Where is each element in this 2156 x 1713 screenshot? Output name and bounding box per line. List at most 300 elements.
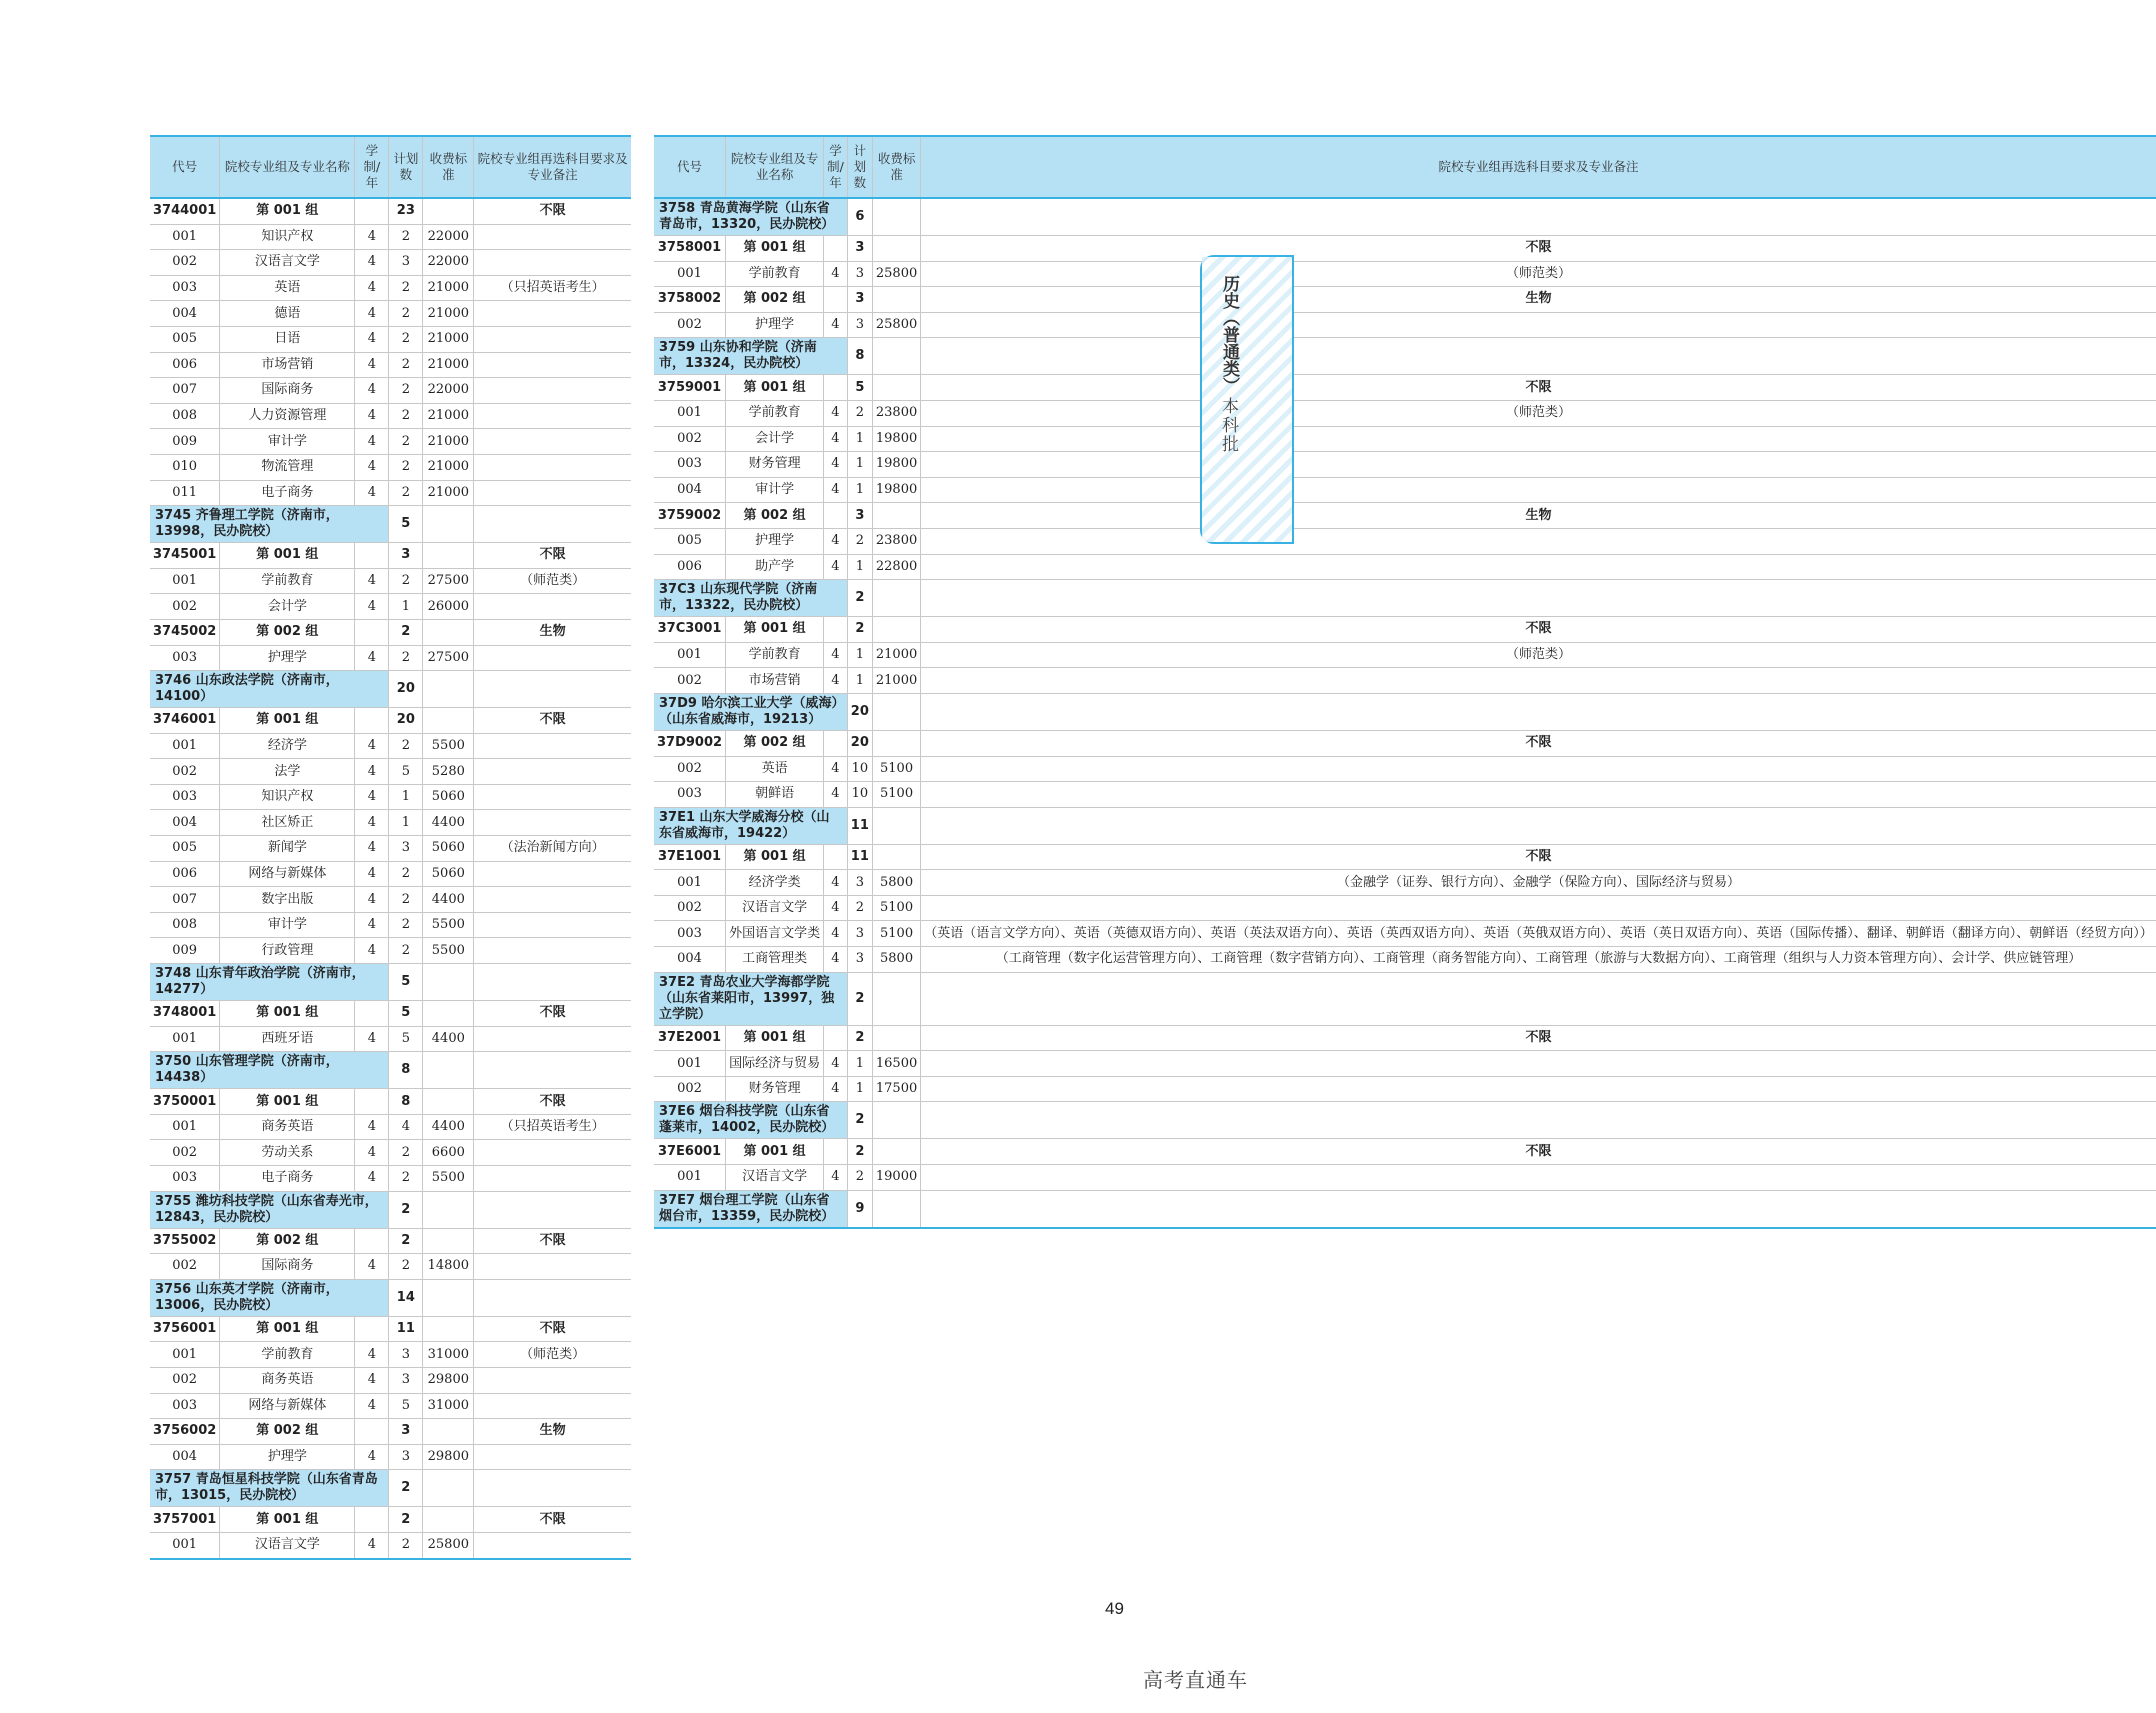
group-row — [654, 617, 2156, 643]
group-code: 3748001 — [150, 1001, 220, 1027]
major-years: 4 — [355, 454, 389, 480]
school-plan: 14 — [389, 1279, 423, 1316]
major-note — [474, 1166, 631, 1192]
major-years: 4 — [355, 861, 389, 887]
major-note — [474, 454, 631, 480]
group-fee — [872, 236, 920, 262]
major-code: 003 — [654, 782, 726, 808]
major-name: 德语 — [220, 301, 355, 327]
group-plan: 5 — [847, 375, 872, 401]
group-fee — [872, 617, 920, 643]
major-plan: 1 — [847, 426, 872, 452]
header-plan: 计划数 — [847, 136, 872, 198]
major-years: 4 — [824, 1051, 848, 1077]
group-years — [355, 1419, 389, 1445]
major-row — [654, 1076, 2156, 1102]
school-note — [921, 807, 2156, 844]
group-subject-requirement: 不限 — [921, 1139, 2156, 1165]
major-years: 4 — [355, 810, 389, 836]
school-plan: 20 — [389, 671, 423, 708]
school-row — [150, 964, 631, 1001]
group-subject-requirement: 不限 — [474, 198, 631, 224]
major-fee: 27500 — [423, 645, 474, 671]
major-note — [474, 1393, 631, 1419]
major-row — [150, 887, 631, 913]
major-fee: 25800 — [872, 312, 920, 338]
major-years: 4 — [355, 275, 389, 301]
school-row — [150, 1279, 631, 1316]
school-name: 3759 山东协和学院（济南市，13324，民办院校） — [654, 338, 847, 375]
major-code: 002 — [150, 594, 220, 620]
major-fee: 5280 — [423, 759, 474, 785]
major-name: 知识产权 — [220, 224, 355, 250]
group-fee — [872, 287, 920, 313]
group-row — [150, 1316, 631, 1342]
major-fee: 5500 — [423, 1166, 474, 1192]
school-plan: 6 — [847, 198, 872, 236]
major-row — [654, 477, 2156, 503]
major-row — [654, 528, 2156, 554]
major-years: 4 — [355, 378, 389, 404]
major-years: 4 — [355, 429, 389, 455]
group-years — [355, 543, 389, 569]
major-name: 西班牙语 — [220, 1026, 355, 1052]
group-fee — [423, 543, 474, 569]
major-name: 汉语言文学 — [220, 1532, 355, 1558]
major-name: 劳动关系 — [220, 1140, 355, 1166]
major-fee: 21000 — [423, 326, 474, 352]
group-fee — [872, 375, 920, 401]
group-fee — [872, 844, 920, 870]
major-note — [921, 782, 2156, 808]
major-row — [150, 759, 631, 785]
side-tab-subtitle: 本科批 — [1218, 397, 1238, 454]
major-fee: 29800 — [423, 1444, 474, 1470]
major-name: 市场营销 — [726, 668, 824, 694]
major-note — [474, 352, 631, 378]
major-code: 002 — [654, 668, 726, 694]
major-plan: 3 — [847, 261, 872, 287]
group-years — [824, 1139, 848, 1165]
major-fee: 19800 — [872, 452, 920, 478]
major-note — [921, 1076, 2156, 1102]
group-name: 第 002 组 — [220, 619, 355, 645]
major-name: 财务管理 — [726, 1076, 824, 1102]
major-note — [921, 1165, 2156, 1191]
group-name: 第 002 组 — [220, 1419, 355, 1445]
major-name: 日语 — [220, 326, 355, 352]
school-fee — [423, 506, 474, 543]
group-fee — [872, 730, 920, 756]
group-name: 第 001 组 — [220, 1507, 355, 1533]
group-code: 3745002 — [150, 619, 220, 645]
group-fee — [423, 198, 474, 224]
major-fee: 22000 — [423, 378, 474, 404]
school-note — [474, 506, 631, 543]
school-plan: 8 — [389, 1052, 423, 1089]
major-name: 助产学 — [726, 554, 824, 580]
major-code: 006 — [654, 554, 726, 580]
group-row — [654, 730, 2156, 756]
major-note — [921, 554, 2156, 580]
major-years: 4 — [355, 1444, 389, 1470]
major-fee: 16500 — [872, 1051, 920, 1077]
school-plan: 2 — [847, 580, 872, 617]
major-fee: 21000 — [423, 454, 474, 480]
major-code: 003 — [150, 645, 220, 671]
school-name: 3746 山东政法学院（济南市，14100） — [150, 671, 389, 708]
school-fee — [423, 1052, 474, 1089]
major-fee: 5500 — [423, 912, 474, 938]
major-plan: 2 — [389, 912, 423, 938]
major-row — [654, 756, 2156, 782]
group-subject-requirement: 不限 — [921, 1025, 2156, 1051]
group-fee — [423, 1507, 474, 1533]
major-note — [474, 1444, 631, 1470]
major-row — [654, 452, 2156, 478]
group-code: 3756002 — [150, 1419, 220, 1445]
major-years: 4 — [355, 759, 389, 785]
major-fee: 21000 — [423, 301, 474, 327]
major-years: 4 — [824, 554, 848, 580]
school-plan: 2 — [847, 972, 872, 1025]
group-code: 37E2001 — [654, 1025, 726, 1051]
major-plan: 2 — [389, 1166, 423, 1192]
group-row — [654, 375, 2156, 401]
school-fee — [872, 198, 920, 236]
major-note: （师范类） — [921, 642, 2156, 668]
school-fee — [872, 338, 920, 375]
school-fee — [872, 807, 920, 844]
major-row — [654, 668, 2156, 694]
major-plan: 2 — [389, 403, 423, 429]
major-code: 002 — [150, 250, 220, 276]
major-note: （英语（语言文学方向）、英语（英德双语方向）、英语（英法双语方向）、英语（英西双语方向）、英语（英俄双语方向）、英语（英日双语方向）、英语（国际传播）、翻译、朝鲜语（翻译方向）、朝鲜语（经贸方向）） — [921, 921, 2156, 947]
major-note — [474, 480, 631, 506]
major-fee: 4400 — [423, 810, 474, 836]
school-row — [150, 671, 631, 708]
major-row — [150, 1532, 631, 1558]
major-name: 知识产权 — [220, 784, 355, 810]
major-name: 学前教育 — [726, 261, 824, 287]
header-note: 院校专业组再选科目要求及专业备注 — [921, 136, 2156, 198]
major-name: 新闻学 — [220, 836, 355, 862]
major-plan: 5 — [389, 759, 423, 785]
group-years — [355, 708, 389, 734]
group-subject-requirement: 不限 — [474, 708, 631, 734]
major-note — [474, 645, 631, 671]
major-name: 英语 — [220, 275, 355, 301]
major-years: 4 — [824, 870, 848, 896]
major-years: 4 — [355, 301, 389, 327]
group-fee — [423, 1316, 474, 1342]
major-row — [150, 912, 631, 938]
major-name: 护理学 — [220, 1444, 355, 1470]
major-code: 001 — [654, 870, 726, 896]
group-subject-requirement: 不限 — [474, 543, 631, 569]
major-row — [150, 1367, 631, 1393]
header-fee: 收费标准 — [423, 136, 474, 198]
major-name: 英语 — [726, 756, 824, 782]
group-plan: 20 — [389, 708, 423, 734]
header-code: 代号 — [150, 136, 220, 198]
major-years: 4 — [355, 1114, 389, 1140]
school-row — [654, 580, 2156, 617]
group-fee — [872, 1025, 920, 1051]
major-code: 005 — [150, 326, 220, 352]
group-subject-requirement: 生物 — [921, 503, 2156, 529]
major-code: 003 — [150, 784, 220, 810]
major-name: 学前教育 — [220, 568, 355, 594]
major-name: 学前教育 — [726, 642, 824, 668]
major-years: 4 — [824, 1165, 848, 1191]
major-note — [921, 756, 2156, 782]
school-note — [921, 338, 2156, 375]
major-fee: 26000 — [423, 594, 474, 620]
major-note — [474, 429, 631, 455]
group-name: 第 001 组 — [220, 708, 355, 734]
major-note — [474, 938, 631, 964]
major-plan: 2 — [389, 1140, 423, 1166]
school-name: 37D9 哈尔滨工业大学（威海）（山东省威海市，19213） — [654, 693, 847, 730]
school-note — [474, 1279, 631, 1316]
major-row — [150, 645, 631, 671]
school-name: 37E2 青岛农业大学海都学院（山东省莱阳市，13997，独立学院） — [654, 972, 847, 1025]
major-years: 4 — [824, 756, 848, 782]
major-fee: 5100 — [872, 921, 920, 947]
major-note — [921, 426, 2156, 452]
major-row — [150, 1166, 631, 1192]
major-fee: 19800 — [872, 426, 920, 452]
major-row — [150, 836, 631, 862]
group-subject-requirement: 不限 — [474, 1228, 631, 1254]
admission-table-left — [150, 135, 631, 1560]
group-plan: 2 — [389, 619, 423, 645]
group-plan: 23 — [389, 198, 423, 224]
group-plan: 2 — [389, 1228, 423, 1254]
major-code: 005 — [150, 836, 220, 862]
school-note — [921, 580, 2156, 617]
header-note: 院校专业组再选科目要求及专业备注 — [474, 136, 631, 198]
group-years — [355, 1316, 389, 1342]
group-name: 第 002 组 — [726, 730, 824, 756]
major-code: 004 — [654, 947, 726, 973]
major-note — [474, 378, 631, 404]
group-code: 3759001 — [654, 375, 726, 401]
side-tab-title: 历史（普通类） — [1219, 275, 1239, 394]
major-fee: 5100 — [872, 756, 920, 782]
major-name: 人力资源管理 — [220, 403, 355, 429]
major-plan: 2 — [389, 938, 423, 964]
major-fee: 4400 — [423, 1026, 474, 1052]
school-row — [654, 693, 2156, 730]
major-code: 001 — [150, 224, 220, 250]
major-plan: 2 — [389, 352, 423, 378]
group-row — [150, 543, 631, 569]
major-name: 学前教育 — [220, 1342, 355, 1368]
major-code: 002 — [150, 1140, 220, 1166]
group-years — [355, 1089, 389, 1115]
group-row — [654, 236, 2156, 262]
major-fee: 21000 — [872, 642, 920, 668]
major-note: （师范类） — [474, 1342, 631, 1368]
major-years: 4 — [824, 261, 848, 287]
major-years: 4 — [355, 784, 389, 810]
major-fee: 29800 — [423, 1367, 474, 1393]
major-years: 4 — [355, 645, 389, 671]
major-code: 001 — [654, 261, 726, 287]
group-subject-requirement: 不限 — [921, 730, 2156, 756]
school-fee — [872, 693, 920, 730]
major-years: 4 — [355, 326, 389, 352]
major-note: （只招英语考生） — [474, 275, 631, 301]
major-years: 4 — [355, 836, 389, 862]
group-name: 第 001 组 — [220, 543, 355, 569]
major-years: 4 — [824, 782, 848, 808]
group-subject-requirement: 不限 — [921, 236, 2156, 262]
major-note — [474, 810, 631, 836]
major-code: 010 — [150, 454, 220, 480]
major-plan: 1 — [847, 477, 872, 503]
school-note — [474, 1052, 631, 1089]
group-plan: 11 — [389, 1316, 423, 1342]
major-code: 003 — [150, 1166, 220, 1192]
major-fee: 5500 — [423, 733, 474, 759]
major-years: 4 — [824, 947, 848, 973]
major-note — [921, 528, 2156, 554]
major-plan: 2 — [389, 275, 423, 301]
major-plan: 1 — [847, 452, 872, 478]
major-code: 002 — [654, 1076, 726, 1102]
major-plan: 1 — [389, 784, 423, 810]
section-side-tab — [1200, 255, 1294, 544]
major-code: 001 — [654, 1051, 726, 1077]
major-code: 001 — [150, 1342, 220, 1368]
major-code: 003 — [654, 921, 726, 947]
major-fee: 22800 — [872, 554, 920, 580]
major-years: 4 — [355, 250, 389, 276]
group-plan: 20 — [847, 730, 872, 756]
school-row — [654, 1190, 2156, 1228]
major-code: 002 — [654, 895, 726, 921]
major-name: 工商管理类 — [726, 947, 824, 973]
major-years: 4 — [824, 477, 848, 503]
major-fee: 4400 — [423, 1114, 474, 1140]
major-plan: 2 — [847, 400, 872, 426]
major-note — [474, 1254, 631, 1280]
major-years: 4 — [824, 642, 848, 668]
group-years — [824, 844, 848, 870]
major-plan: 1 — [847, 642, 872, 668]
school-fee — [872, 1102, 920, 1139]
school-row — [654, 198, 2156, 236]
group-plan: 3 — [389, 1419, 423, 1445]
major-name: 汉语言文学 — [726, 1165, 824, 1191]
group-plan: 2 — [847, 617, 872, 643]
major-years: 4 — [355, 224, 389, 250]
group-name: 第 001 组 — [220, 1316, 355, 1342]
major-years: 4 — [824, 895, 848, 921]
group-code: 3746001 — [150, 708, 220, 734]
major-fee: 5060 — [423, 861, 474, 887]
group-name: 第 001 组 — [726, 1139, 824, 1165]
major-plan: 3 — [389, 836, 423, 862]
major-fee: 5060 — [423, 836, 474, 862]
major-plan: 10 — [847, 756, 872, 782]
major-plan: 3 — [847, 947, 872, 973]
major-code: 001 — [654, 1165, 726, 1191]
major-row — [150, 1444, 631, 1470]
major-fee: 21000 — [423, 352, 474, 378]
major-fee: 5060 — [423, 784, 474, 810]
school-note — [474, 1191, 631, 1228]
major-code: 006 — [150, 352, 220, 378]
major-name: 国际经济与贸易 — [726, 1051, 824, 1077]
major-name: 护理学 — [726, 528, 824, 554]
major-name: 社区矫正 — [220, 810, 355, 836]
major-row — [654, 642, 2156, 668]
major-row — [150, 1342, 631, 1368]
header-plan: 计划数 — [389, 136, 423, 198]
major-note — [921, 668, 2156, 694]
major-code: 002 — [654, 426, 726, 452]
major-name: 护理学 — [220, 645, 355, 671]
major-name: 汉语言文学 — [726, 895, 824, 921]
major-name: 财务管理 — [726, 452, 824, 478]
major-note: （工商管理（数字化运营管理方向）、工商管理（数字营销方向）、工商管理（商务智能方向）、工商管理（旅游与大数据方向）、工商管理（组织与人力资本管理方向）、会计学、供应链管理） — [921, 947, 2156, 973]
major-note — [474, 1367, 631, 1393]
major-code: 009 — [150, 938, 220, 964]
major-note — [474, 1140, 631, 1166]
group-row — [654, 503, 2156, 529]
group-plan: 2 — [847, 1139, 872, 1165]
major-fee: 17500 — [872, 1076, 920, 1102]
major-years: 4 — [355, 1140, 389, 1166]
group-code: 3758002 — [654, 287, 726, 313]
group-plan: 2 — [847, 1025, 872, 1051]
major-years: 4 — [355, 1393, 389, 1419]
major-plan: 2 — [389, 1532, 423, 1558]
major-code: 004 — [654, 477, 726, 503]
school-plan: 20 — [847, 693, 872, 730]
major-years: 4 — [824, 921, 848, 947]
major-plan: 3 — [389, 1367, 423, 1393]
major-plan: 1 — [847, 1076, 872, 1102]
header-name: 院校专业组及专业名称 — [220, 136, 355, 198]
major-fee: 23800 — [872, 400, 920, 426]
major-note — [921, 312, 2156, 338]
major-row — [654, 947, 2156, 973]
school-name: 37E7 烟台理工学院（山东省烟台市，13359，民办院校） — [654, 1190, 847, 1228]
major-name: 审计学 — [726, 477, 824, 503]
major-row — [654, 921, 2156, 947]
major-row — [654, 782, 2156, 808]
school-fee — [423, 671, 474, 708]
school-plan: 8 — [847, 338, 872, 375]
major-plan: 2 — [389, 887, 423, 913]
major-fee: 21000 — [423, 275, 474, 301]
major-name: 市场营销 — [220, 352, 355, 378]
major-years: 4 — [355, 1026, 389, 1052]
group-row — [150, 1507, 631, 1533]
school-fee — [423, 1470, 474, 1507]
group-subject-requirement: 不限 — [921, 844, 2156, 870]
major-name: 会计学 — [726, 426, 824, 452]
school-note — [921, 1102, 2156, 1139]
major-name: 国际商务 — [220, 378, 355, 404]
major-fee: 4400 — [423, 887, 474, 913]
school-plan: 5 — [389, 964, 423, 1001]
